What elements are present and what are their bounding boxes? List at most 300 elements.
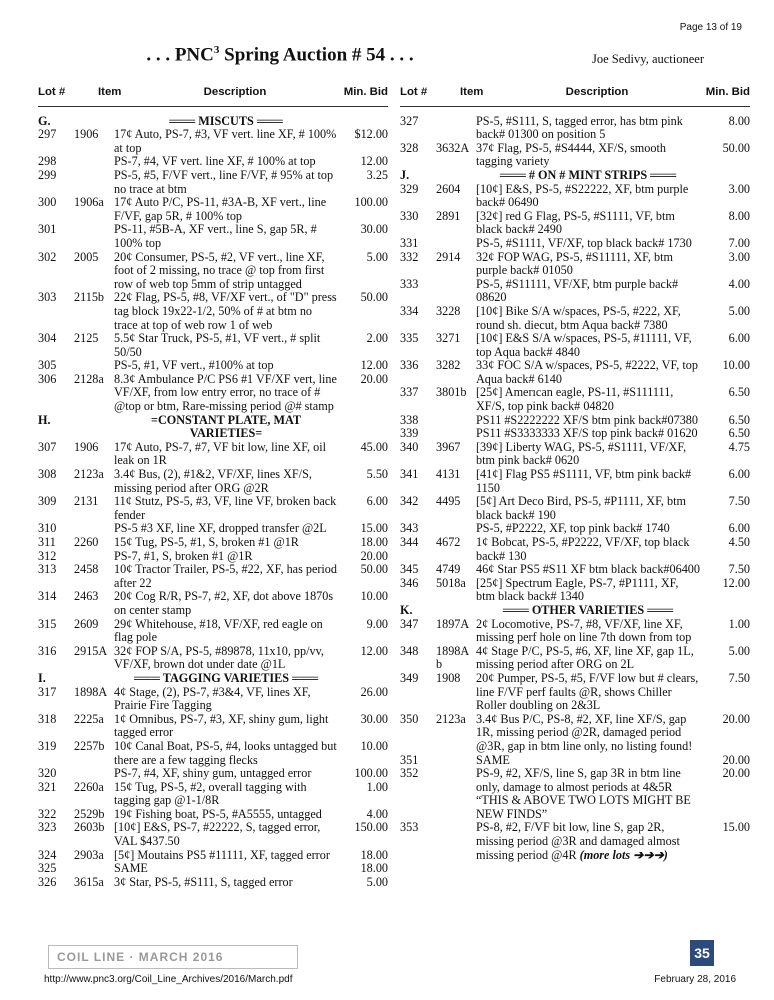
minimum-bid: 18.00: [360, 861, 388, 876]
lot-description: [39¢] Liberty WAG, PS-5, #S1111, VF/XF, btm pink back# 0620: [476, 439, 687, 468]
lot-description: [10¢] E&S S/A w/spaces, PS-5, #11111, VF, top Aqua back# 4840: [476, 331, 692, 359]
lot-number: 341: [400, 467, 419, 482]
lot-number: 310: [38, 521, 57, 536]
item-number: 2915A: [74, 643, 108, 658]
lot-description: [32¢] red G Flag, PS-5, #S1111, VF, btm black back# 2490: [476, 208, 675, 237]
lot-number: I.: [38, 670, 46, 685]
header-lot: Lot #: [400, 86, 428, 98]
lot-number: 328: [400, 140, 419, 155]
minimum-bid: 12.00: [360, 643, 388, 658]
lot-description: 2¢ Locomotive, PS-7, #8, VF/XF, line XF, missing perf hole on line 7th down from top: [476, 616, 692, 645]
minimum-bid: 18.00: [360, 535, 388, 549]
item-number: 1906a: [74, 195, 104, 210]
auctioneer: Joe Sedivy, auctioneer: [592, 52, 704, 66]
table-row: [400, 332, 750, 359]
lot-description: PS-7, #4, VF vert. line XF, # 100% at top: [114, 154, 316, 169]
minimum-bid: 50.00: [360, 290, 388, 305]
lot-number: 326: [38, 874, 57, 889]
item-number: [74, 223, 114, 250]
table-row: [400, 359, 750, 386]
lot-description: ═══ # ON # MINT STRIPS ═══: [499, 167, 677, 182]
minimum-bid: 6.00: [366, 494, 388, 509]
lot-description: 11¢ Stutz, PS-5, #3, VF, line VF, broken back fender: [114, 494, 337, 522]
minimum-bid: 12.00: [360, 358, 388, 373]
lot-description: [10¢] E&S, PS-7, #22222, S, tagged error, VAL $437.50: [114, 820, 321, 849]
item-number: [74, 115, 114, 129]
minimum-bid: 15.00: [722, 820, 750, 835]
lot-number: 332: [400, 249, 419, 264]
minimum-bid: 20.00: [722, 766, 750, 781]
lot-description: 5.5¢ Star Truck, PS-5, #1, VF vert., # split 50/50: [114, 331, 321, 359]
minimum-bid: $12.00: [354, 127, 388, 142]
lot-number: 309: [38, 494, 57, 509]
lot-number: 303: [38, 290, 57, 305]
lot-description: 8.3¢ Ambulance P/C PS6 #1 VF/XF vert, line VF/XF, from low entry error, no trace of # @top or btm, Rare-missing period @# stamp: [114, 371, 337, 414]
minimum-bid: 20.00: [360, 371, 388, 386]
minimum-bid: 6.50: [728, 385, 750, 400]
table-row: [38, 740, 388, 767]
item-number: 2458: [74, 562, 99, 577]
item-number: 3282: [436, 358, 461, 373]
item-number: 1898A: [74, 684, 108, 699]
item-number: 1906: [74, 439, 99, 454]
table-row: [38, 223, 388, 250]
minimum-bid: 100.00: [354, 195, 388, 210]
lot-description: ═══ OTHER VARIETIES ═══: [502, 602, 674, 617]
lot-description: PS-5, #1, VF vert., #100% at top: [114, 358, 274, 373]
minimum-bid: 18.00: [360, 847, 388, 862]
section-heading: [400, 169, 750, 183]
table-row: [38, 590, 388, 617]
table-row: [400, 577, 750, 604]
item-number: 2529b: [74, 806, 105, 821]
page-badge: 35: [690, 940, 714, 966]
page-title: [0, 44, 560, 66]
table-row: [400, 536, 750, 563]
lot-number: K.: [400, 602, 413, 617]
table-row: [400, 183, 750, 210]
lot-number: 311: [38, 535, 56, 549]
lot-description: 20¢ Pumper, PS-5, #5, F/VF low but # clears, line F/VF perf faults @R, shows Chiller Roller doubling on 2&3L: [476, 670, 699, 713]
table-header: [38, 86, 388, 107]
table-row: [38, 332, 388, 359]
footer-date: February 28, 2016: [654, 974, 736, 985]
lot-description: 15¢ Tug, PS-5, #1, S, broken #1 @1R: [114, 535, 299, 549]
lot-description: 29¢ Whitehouse, #18, VF/XF, red eagle on flag pole: [114, 616, 323, 645]
lot-description: 1¢ Bobcat, PS-5, #P2222, VF/XF, top black back# 130: [476, 535, 690, 563]
lot-number: 324: [38, 847, 57, 862]
minimum-bid: 7.50: [728, 562, 750, 577]
lot-description: 17¢ Auto P/C, PS-11, #3A-B, XF vert., line F/VF, gap 5R, # 100% top: [114, 195, 327, 223]
item-number: 2260: [74, 535, 99, 549]
lot-number: 329: [400, 181, 419, 196]
footer-url: http://www.pnc3.org/Coil_Line_Archives/2016/March.pdf: [44, 974, 293, 985]
table-row: [400, 618, 750, 645]
right-column: [400, 86, 750, 862]
lot-description: 19¢ Fishing boat, PS-5, #A5555, untagged: [114, 806, 322, 821]
lot-number: 340: [400, 439, 419, 454]
table-row: [400, 441, 750, 468]
minimum-bid: 12.00: [360, 154, 388, 169]
lot-number: 301: [38, 222, 57, 237]
item-number: 2609: [74, 616, 99, 631]
minimum-bid: 150.00: [354, 820, 388, 835]
lot-number: 323: [38, 820, 57, 835]
lot-number: 353: [400, 820, 419, 835]
lot-number: 338: [400, 412, 419, 427]
item-number: 1897A: [436, 616, 470, 631]
lot-description: [10¢] Bike S/A w/spaces, PS-5, #222, XF, round sh. diecut, btm Aqua back# 7380: [476, 303, 681, 332]
lot-number: 345: [400, 562, 419, 577]
minimum-bid: 1.00: [366, 779, 388, 794]
item-number: 2115b: [74, 290, 105, 305]
lot-description: ═══ MISCUTS ═══: [169, 113, 283, 128]
lot-description: [10¢] E&S, PS-5, #S22222, XF, btm purple back# 06490: [476, 181, 689, 210]
minimum-bid: 5.50: [366, 467, 388, 482]
table-row: [400, 210, 750, 237]
lot-description: 20¢ Consumer, PS-5, #2, VF vert., line XF, foot of 2 missing, no trace @ top from first row of web top 5mm of strip untagged: [114, 249, 325, 291]
item-number: 4749: [436, 562, 461, 577]
minimum-bid: 3.00: [728, 249, 750, 264]
item-number: 2005: [74, 249, 99, 264]
lot-number: 307: [38, 439, 57, 454]
table-row: [38, 686, 388, 713]
table-row: [38, 522, 388, 536]
lot-number: 308: [38, 467, 57, 482]
lot-description: PS-11, #5B-A, XF vert., line S, gap 5R, # 100% top: [114, 222, 317, 250]
minimum-bid: 20.00: [722, 752, 750, 767]
minimum-bid: 50.00: [722, 140, 750, 155]
lot-description: [5¢] Art Deco Bird, PS-5, #P1111, XF, btm black back# 190: [476, 494, 686, 522]
lot-description: PS-5, #S11111, VF/XF, btm purple back# 08620: [476, 276, 679, 305]
lot-number: 331: [400, 235, 419, 250]
table-row: [400, 495, 750, 522]
lot-description: PS-9, #2, XF/S, line S, gap 3R in btm line only, damage to almost periods at 4&5R “THIS & ABOVE TWO LOTS MIGHT BE NEW FINDS”: [476, 766, 691, 821]
minimum-bid: 7.50: [728, 670, 750, 685]
minimum-bid: 12.00: [722, 575, 750, 590]
lot-description: PS-8, #2, F/VF bit low, line S, gap 2R, missing period @3R and damaged almost missing period @4R (more lots ➔➔➔): [476, 820, 680, 862]
lot-description: =CONSTANT PLATE, MAT VARIETIES=: [151, 412, 301, 441]
minimum-bid: 10.00: [360, 589, 388, 604]
header-item: Item: [460, 86, 484, 98]
table-row: [38, 550, 388, 564]
section-heading: [38, 414, 388, 441]
lot-description: [25¢] Amerıcan eagle, PS-11, #S111111, XF/S, top pink back# 04820: [476, 385, 674, 414]
lot-number: 312: [38, 548, 57, 563]
item-number: [436, 821, 476, 862]
table-row: [38, 373, 388, 414]
lot-description: [41¢] Flag PS5 #S1111, VF, btm pink back# 1150: [476, 467, 692, 495]
lot-number: 335: [400, 331, 419, 346]
lot-description: PS11 #S2222222 XF/S btm pink back#07380: [476, 412, 698, 427]
minimum-bid: 7.50: [728, 494, 750, 509]
lot-description: [25¢] Spectrum Eagle, PS-7, #P1111, XF, btm black back# 1340: [476, 575, 679, 604]
minimum-bid: 6.00: [728, 331, 750, 346]
item-number: [436, 278, 476, 305]
minimum-bid: 6.00: [728, 467, 750, 482]
item-number: [74, 522, 114, 536]
left-lot-list: [38, 115, 388, 890]
item-number: 3801b: [436, 385, 467, 400]
table-header: [400, 86, 750, 107]
minimum-bid: 4.75: [728, 439, 750, 454]
lot-description: 20¢ Cog R/R, PS-7, #2, XF, dot above 1870s on center stamp: [114, 589, 334, 617]
minimum-bid: 8.00: [728, 113, 750, 128]
minimum-bid: 9.00: [366, 616, 388, 631]
item-number: 2125: [74, 331, 99, 346]
lot-number: G.: [38, 113, 51, 128]
lot-description: 22¢ Flag, PS-5, #8, VF/XF vert., of "D" press tag block 19x22-1/2, 50% of # at btm no trace at top of web row 1 of web: [114, 290, 337, 332]
table-row: [38, 169, 388, 196]
item-number: 2123a: [74, 467, 104, 482]
item-number: 3967: [436, 439, 461, 454]
lot-description: 32¢ FOP S/A, PS-5, #89878, 11x10, pp/vv, VF/XF, brown dot under date @1L: [114, 643, 324, 672]
item-number: [436, 414, 476, 428]
lot-number: 344: [400, 535, 419, 549]
header-bid: Min. Bid: [705, 86, 750, 98]
item-number: 4495: [436, 494, 461, 509]
minimum-bid: [342, 672, 388, 686]
lot-description: 33¢ FOC S/A w/spaces, PS-5, #2222, VF, top Aqua back# 6140: [476, 358, 698, 386]
table-row: [400, 142, 750, 169]
table-row: [38, 251, 388, 292]
lot-number: 298: [38, 154, 57, 169]
lot-number: J.: [400, 167, 410, 182]
lot-description: 17¢ Auto, PS-7, #3, VF vert. line XF, # 100% at top: [114, 127, 337, 155]
minimum-bid: 10.00: [360, 738, 388, 753]
item-number: 2903a: [74, 847, 104, 862]
minimum-bid: 4.00: [728, 276, 750, 291]
lot-description: PS-5, #S1111, VF/XF, top black back# 1730: [476, 235, 692, 250]
title-superscript: 3: [213, 44, 220, 56]
table-row: [38, 645, 388, 672]
table-row: [400, 821, 750, 862]
lot-description: SAME: [476, 752, 510, 767]
right-lot-list: [400, 115, 750, 863]
table-row: [38, 767, 388, 781]
section-heading: [38, 672, 388, 686]
lot-description: 32¢ FOP WAG, PS-5, #S11111, XF, btm purple back# 01050: [476, 249, 673, 278]
lot-number: 351: [400, 752, 419, 767]
item-number: 2260a: [74, 779, 104, 794]
table-row: [400, 754, 750, 768]
minimum-bid: 6.00: [728, 521, 750, 536]
minimum-bid: 45.00: [360, 439, 388, 454]
minimum-bid: 50.00: [360, 562, 388, 577]
item-number: 1908: [436, 670, 461, 685]
left-column: [38, 86, 388, 889]
item-number: 3632A: [436, 140, 470, 155]
table-row: [38, 128, 388, 155]
minimum-bid: 4.50: [728, 535, 750, 549]
lot-description: PS-7, #4, XF, shiny gum, untagged error: [114, 766, 312, 781]
minimum-bid: 1.00: [728, 616, 750, 631]
lot-number: 348: [400, 643, 419, 658]
item-number: 4131: [436, 467, 461, 482]
table-row: [400, 563, 750, 577]
minimum-bid: 3.25: [366, 167, 388, 182]
item-number: [74, 550, 114, 564]
lot-description: 10¢ Tractor Trailer, PS-5, #22, XF, has period after 22: [114, 562, 337, 590]
lot-number: 319: [38, 738, 57, 753]
item-number: 3271: [436, 331, 461, 346]
header-bid: Min. Bid: [343, 86, 388, 98]
lot-number: 343: [400, 521, 419, 536]
item-number: [436, 767, 476, 821]
lot-number: 352: [400, 766, 419, 781]
page-number: Page 13 of 19: [679, 22, 742, 33]
table-row: [38, 536, 388, 550]
lot-description: 3.4¢ Bus, (2), #1&2, VF/XF, lines XF/S, missing period after ORG @2R: [114, 467, 312, 495]
lot-number: 306: [38, 371, 57, 386]
table-row: [400, 427, 750, 441]
item-number: [436, 169, 476, 183]
table-row: [38, 196, 388, 223]
minimum-bid: 7.00: [728, 235, 750, 250]
lot-number: 317: [38, 684, 57, 699]
item-number: [436, 427, 476, 441]
lot-number: 297: [38, 127, 57, 142]
lot-number: 325: [38, 861, 57, 876]
table-row: [38, 468, 388, 495]
item-number: 2131: [74, 494, 99, 509]
table-row: [38, 808, 388, 822]
item-number: [436, 754, 476, 768]
table-row: [38, 155, 388, 169]
header-description: Description: [565, 86, 629, 98]
item-number: [74, 862, 114, 876]
minimum-bid: 20.00: [722, 711, 750, 726]
lot-number: 305: [38, 358, 57, 373]
item-number: [74, 672, 114, 686]
minimum-bid: [342, 414, 388, 441]
lot-description: 3¢ Star, PS-5, #S111, S, tagged error: [114, 874, 293, 889]
more-lots-note: (more lots ➔➔➔): [579, 847, 668, 862]
minimum-bid: 26.00: [360, 684, 388, 699]
section-heading: [38, 115, 388, 129]
lot-number: 349: [400, 670, 419, 685]
item-number: 5018a: [436, 575, 466, 590]
minimum-bid: 2.00: [366, 331, 388, 346]
minimum-bid: [342, 115, 388, 129]
table-row: [38, 563, 388, 590]
lot-number: H.: [38, 412, 51, 427]
lot-number: 336: [400, 358, 419, 373]
lot-number: 333: [400, 276, 419, 291]
table-row: [38, 781, 388, 808]
lot-description: SAME: [114, 861, 148, 876]
lot-number: 313: [38, 562, 57, 577]
lot-number: 299: [38, 167, 57, 182]
item-number: [74, 414, 114, 441]
table-row: [400, 672, 750, 713]
table-row: [400, 305, 750, 332]
lot-description: 1¢ Omnibus, PS-7, #3, XF, shiny gum, light tagged error: [114, 711, 329, 740]
table-row: [38, 359, 388, 373]
lot-description: 17¢ Auto, PS-7, #7, VF bit low, line XF, oil leak on 1R: [114, 439, 326, 468]
item-number: 2128a: [74, 371, 104, 386]
lot-description: 37¢ Flag, PS-5, #S4444, XF/S, smooth tagging variety: [476, 140, 666, 169]
item-number: [74, 169, 114, 196]
table-row: [38, 862, 388, 876]
minimum-bid: [704, 604, 750, 618]
table-row: [38, 821, 388, 848]
section-heading: [400, 604, 750, 618]
lot-number: 320: [38, 766, 57, 781]
lot-number: 316: [38, 643, 57, 658]
item-number: 3615a: [74, 874, 104, 889]
lot-description: ═══ TAGGING VARIETIES ═══: [134, 670, 318, 685]
lot-number: 302: [38, 249, 57, 264]
item-number: 2225a: [74, 711, 104, 726]
lot-description: 46¢ Star PS5 #S11 XF btm black back#06400: [476, 562, 700, 577]
lot-description: PS-5 #3 XF, line XF, dropped transfer @2L: [114, 521, 327, 536]
lot-description: 4¢ Stage P/C, PS-5, #6, XF, line XF, gap 1L, missing period after ORG on 2L: [476, 643, 694, 672]
lot-description: [5¢] Moutains PS5 #11111, XF, tagged error: [114, 847, 330, 862]
lot-description: 4¢ Stage, (2), PS-7, #3&4, VF, lines XF, Prairie Fire Tagging: [114, 684, 311, 713]
table-row: [400, 645, 750, 672]
minimum-bid: 20.00: [360, 548, 388, 563]
minimum-bid: 5.00: [728, 303, 750, 318]
lot-description: PS11 #S3333333 XF/S top pink back# 01620: [476, 426, 698, 441]
minimum-bid: [704, 169, 750, 183]
item-number: 2123a: [436, 711, 466, 726]
table-row: [400, 386, 750, 413]
item-number: 1898A b: [436, 643, 469, 672]
minimum-bid: 5.00: [728, 643, 750, 658]
minimum-bid: 8.00: [728, 208, 750, 223]
table-row: [400, 278, 750, 305]
item-number: [436, 522, 476, 536]
minimum-bid: 5.00: [366, 874, 388, 889]
coil-line-logo: COIL LINE · MARCH 2016: [48, 945, 298, 969]
table-row: [400, 115, 750, 142]
item-number: [436, 237, 476, 251]
lot-number: 334: [400, 303, 419, 318]
lot-description: PS-5, #5, F/VF vert., line F/VF, # 95% at top no trace at btm: [114, 167, 334, 196]
lot-description: 15¢ Tug, PS-5, #2, overall tagging with tagging gap @1-1/8R: [114, 779, 307, 808]
lot-number: 342: [400, 494, 419, 509]
table-row: [38, 495, 388, 522]
minimum-bid: 30.00: [360, 711, 388, 726]
lot-number: 321: [38, 779, 57, 794]
lot-number: 322: [38, 806, 57, 821]
table-row: [38, 441, 388, 468]
item-number: [74, 155, 114, 169]
item-number: [74, 359, 114, 373]
title-suffix: Spring Auction # 54 . . .: [219, 44, 414, 66]
table-row: [400, 414, 750, 428]
lot-number: 346: [400, 575, 419, 590]
item-number: 2891: [436, 208, 461, 223]
table-row: [38, 618, 388, 645]
table-row: [400, 767, 750, 821]
lot-number: 327: [400, 113, 419, 128]
minimum-bid: 3.00: [728, 181, 750, 196]
minimum-bid: 30.00: [360, 222, 388, 237]
item-number: 2463: [74, 589, 99, 604]
table-row: [400, 468, 750, 495]
lot-number: 300: [38, 195, 57, 210]
lot-description: 10¢ Canal Boat, PS-5, #4, looks untagged but there are a few tagging flecks: [114, 738, 337, 767]
lot-number: 350: [400, 711, 419, 726]
item-number: 1906: [74, 127, 99, 142]
minimum-bid: 100.00: [354, 766, 388, 781]
minimum-bid: 5.00: [366, 249, 388, 264]
minimum-bid: 10.00: [722, 358, 750, 373]
title-prefix: . . . PNC: [146, 44, 214, 66]
lot-number: 339: [400, 426, 419, 441]
